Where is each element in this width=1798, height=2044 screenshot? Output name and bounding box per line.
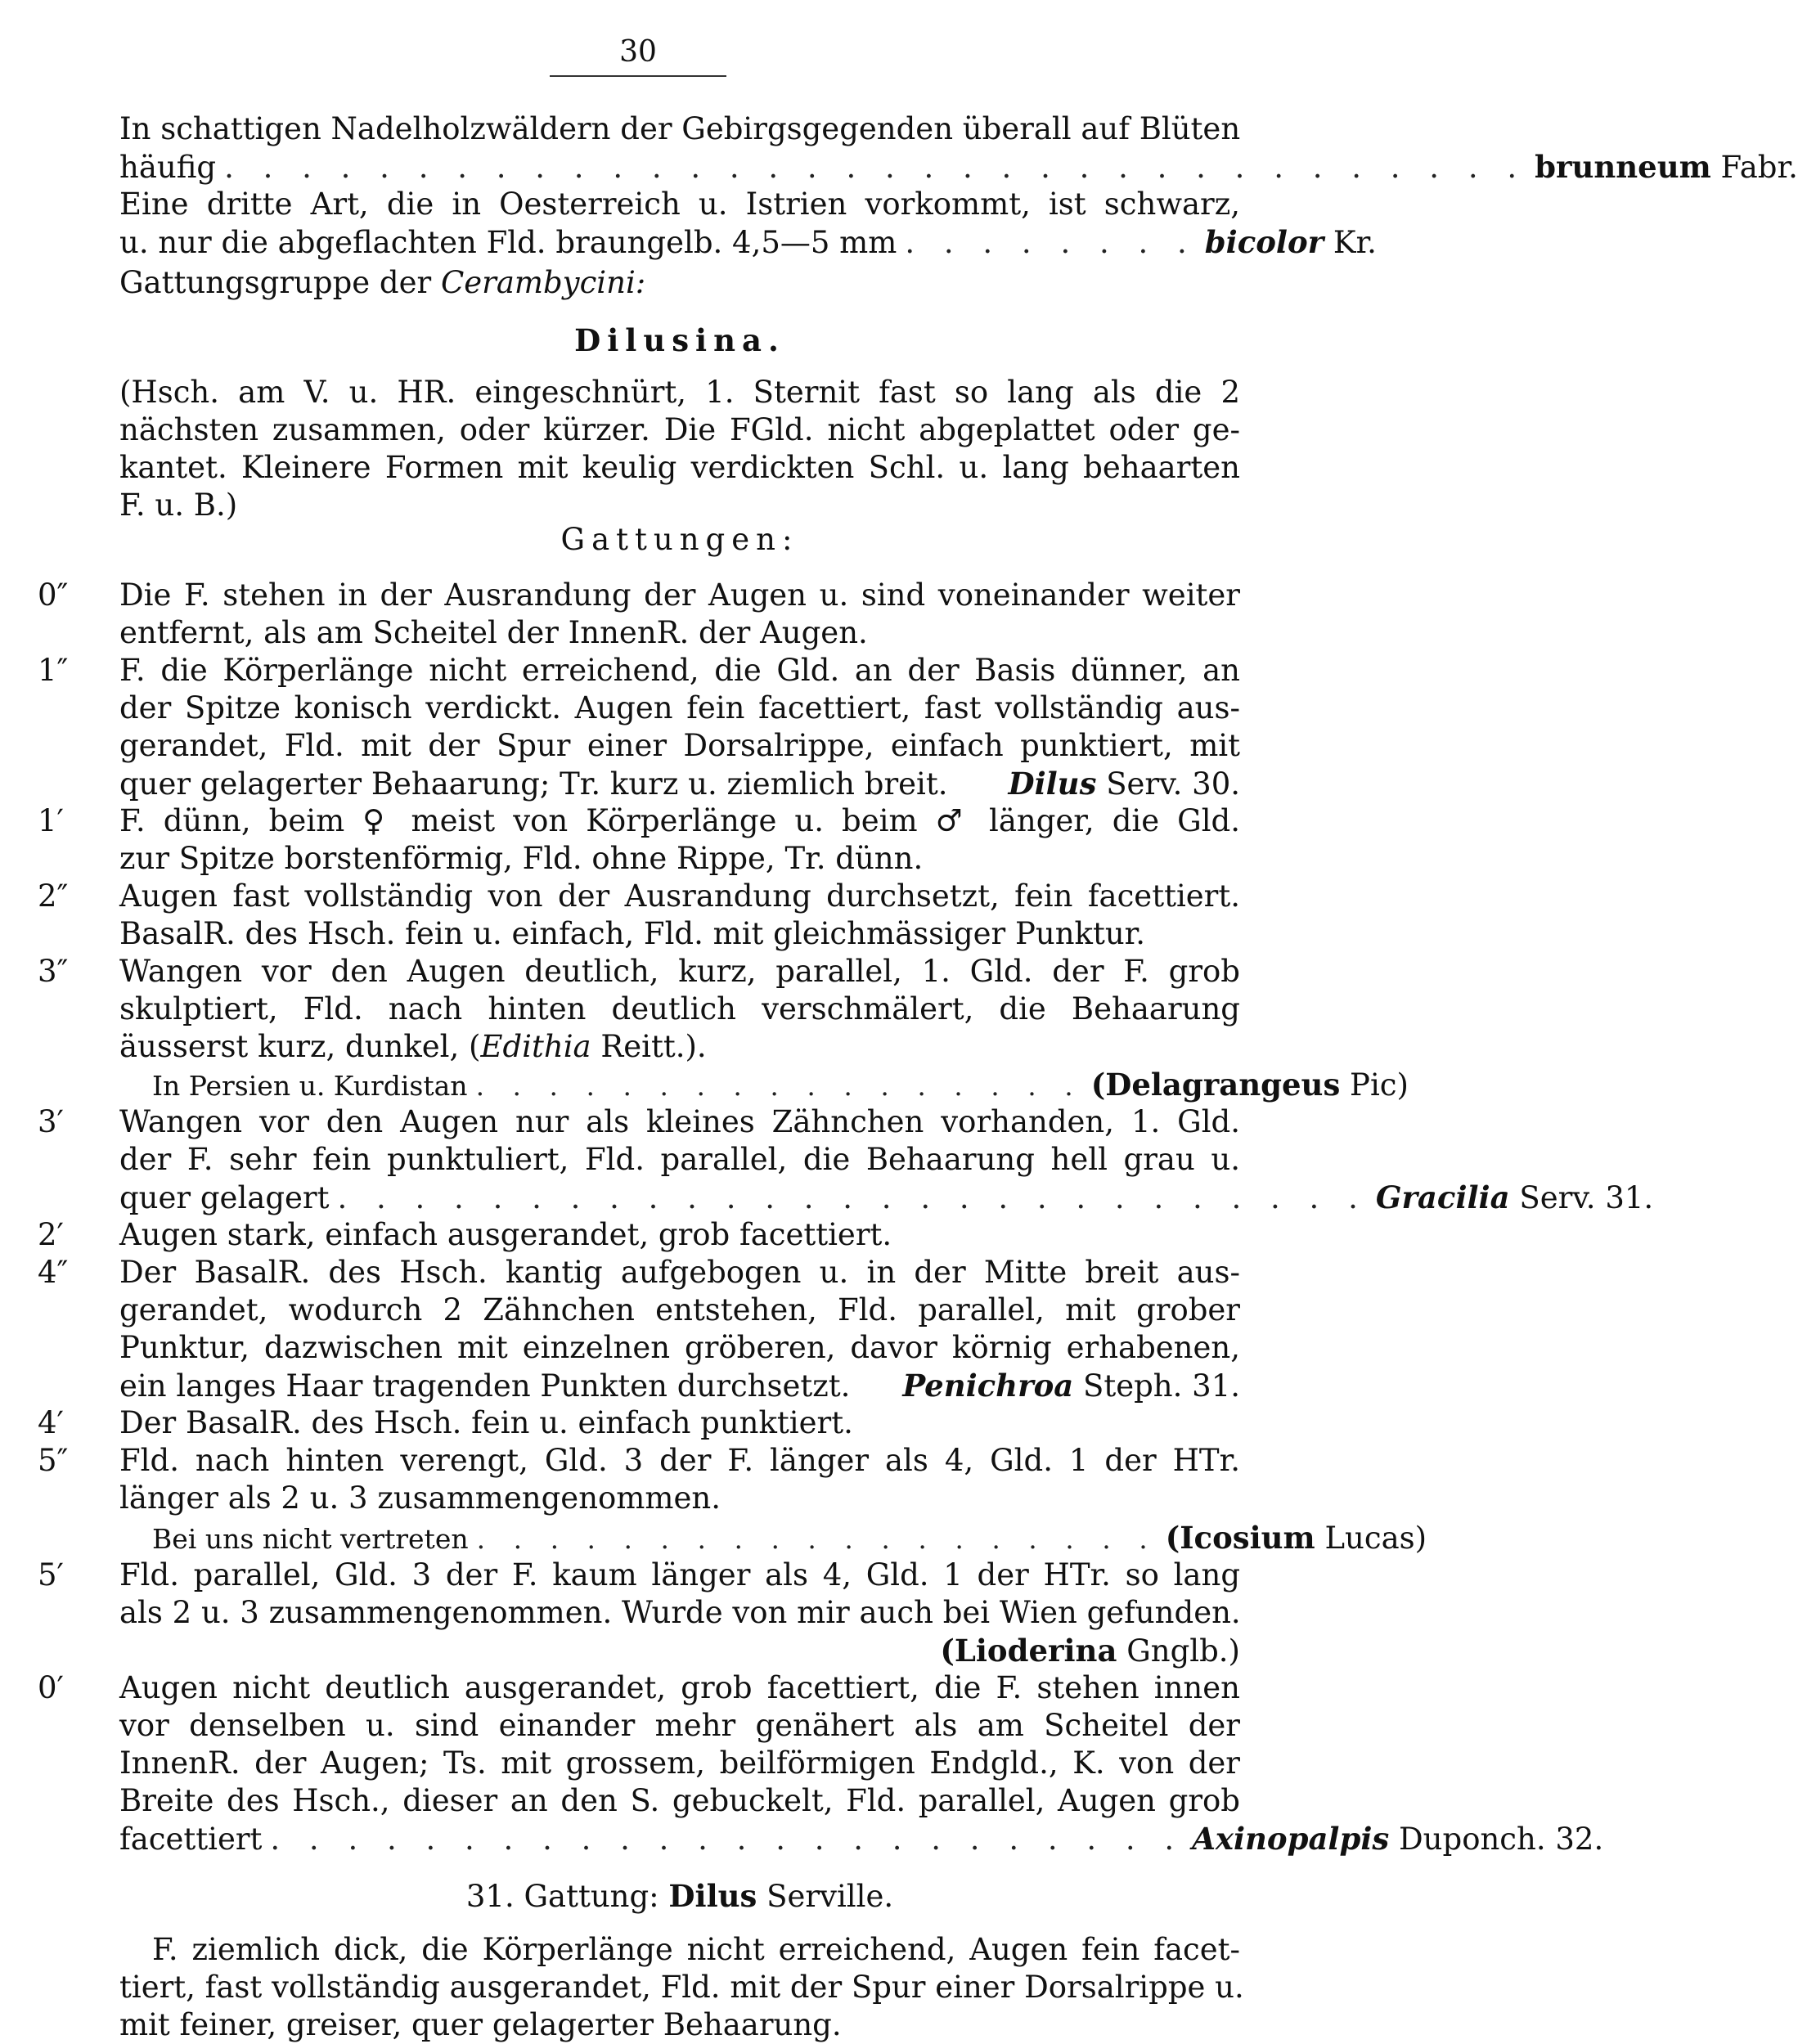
section-heading: Gattungen: <box>560 522 799 557</box>
author: Serv. 30. <box>1106 766 1240 802</box>
text-line: facettiert . . . . . . . . . . . . . . . . . . . . . . . . Axinopalpis Duponch. 32. <box>119 1821 1604 1857</box>
text-line: häufig . . . . . . . . . . . . . . . . . . . . . . . . . . . . . . . . . . brunneum Fabr. <box>119 149 1798 185</box>
author: Pic) <box>1350 1067 1409 1103</box>
text-line: vor denselben u. sind einander mehr genähert als am Scheitel der <box>119 1708 1240 1743</box>
genus-name: Gracilia <box>1375 1179 1510 1215</box>
author: Serv. 31. <box>1519 1180 1654 1215</box>
author: Lucas) <box>1324 1521 1427 1556</box>
text-line: F. u. B.) <box>119 487 238 523</box>
genus-name: (Lioderina <box>940 1633 1117 1669</box>
key-couplet: 4′ Der BasalR. des Hsch. fein u. einfach punktiert. <box>38 1405 853 1440</box>
text-line: u. nur die abgeflachten Fld. braungelb. 4,5—5 mm . . . . . . . . bicolor Kr. <box>119 224 1377 260</box>
text-line: mit feiner, greiser, quer gelagerter Behaarung. <box>119 2007 842 2042</box>
text-line: In schattigen Nadelholzwäldern der Gebirgsgegenden überall auf Blüten <box>119 111 1241 146</box>
page-number: 30 <box>619 35 657 69</box>
text-line: der F. sehr fein punktuliert, Fld. parallel, die Behaarung hell grau u. <box>119 1142 1240 1177</box>
text-line: nächsten zusammen, oder kürzer. Die FGld. nicht abgeplattet oder ge- <box>119 412 1240 447</box>
author: Fabr. <box>1720 150 1798 185</box>
key-couplet: 3′ Wangen vor den Augen nur als kleines Zähnchen vorhanden, 1. Gld. <box>38 1104 1240 1139</box>
genus-name: (Delagrangeus <box>1090 1067 1341 1103</box>
text-line: In Persien u. Kurdistan . . . . . . . . . . . . . . . . . (Delagrangeus Pic) <box>152 1067 1409 1103</box>
text-line: länger als 2 u. 3 zusammengenommen. <box>119 1480 721 1516</box>
key-couplet: 4″ Der BasalR. des Hsch. kantig aufgebogen u. in der Mitte breit aus- <box>38 1255 1240 1290</box>
key-couplet: 3″ Wangen vor den Augen deutlich, kurz, parallel, 1. Gld. der F. grob <box>38 954 1240 989</box>
text-line: entfernt, als am Scheitel der InnenR. der Augen. <box>119 615 868 650</box>
text-line: gerandet, wodurch 2 Zähnchen entstehen, Fld. parallel, mit grober <box>119 1292 1240 1327</box>
genus-name: Axinopalpis <box>1192 1821 1390 1857</box>
genus-heading: 31. Gattung: Dilus Serville. <box>465 1878 894 1914</box>
text-line: Breite des Hsch., dieser an den S. gebuckelt, Fld. parallel, Augen grob <box>119 1783 1240 1818</box>
section-heading: Dilusina. <box>574 322 785 358</box>
key-couplet: 5′ Fld. parallel, Gld. 3 der F. kaum länger als 4, Gld. 1 der HTr. so lang <box>38 1557 1240 1593</box>
text-line: tiert, fast vollständig ausgerandet, Fld. mit der Spur einer Dorsalrippe u. <box>119 1970 1244 2005</box>
genus-name: (Icosium <box>1165 1520 1315 1556</box>
author: Kr. <box>1333 225 1377 260</box>
genus-name: Dilus <box>1008 766 1097 802</box>
key-couplet: 0′ Augen nicht deutlich ausgerandet, grob facettiert, die F. stehen innen <box>38 1670 1240 1705</box>
species-name: brunneum <box>1535 149 1711 185</box>
key-couplet: 2′ Augen stark, einfach ausgerandet, grob facettiert. <box>38 1217 892 1252</box>
text-line: Punktur, dazwischen mit einzelnen gröberen, davor körnig erhabenen, <box>119 1330 1240 1365</box>
document-page: 30 In schattigen Nadelholzwäldern der Gebirgsgegenden überall auf Blüten häufig . . . . . . . . . . . . . . . . . . . . . . . . . . . . . . . . . . brunneum Fabr. Eine dritte Art, die in Oesterreich u. Istrien vorkommt, ist schwarz, u. nur die abgeflachten Fld. braungelb. 4,5—5 mm . . . . . . . . bicolor Kr. Gattungsgruppe der Cerambycini: Dilusina. (Hsch. am V. u. HR. eingeschnürt, 1. Sternit fast so lang als die 2 nächsten zusammen, oder kürzer. Die FGld. nicht abgeplattet oder ge- kantet. Kleinere Formen mit keulig verdickten Schl. u. lang behaarten F. u. B.) Gattungen: 0″ Die F. stehen in der Ausrandung der Augen u. sind voneinander weiter entfernt, als am Scheitel der InnenR. der Augen. 1″ F. die Körperlänge nicht erreichend, die Gld. an der Basis dünner, an der Spitze konisch verdickt. Augen fein facettiert, fast vollständig aus- gerandet, Fld. mit der Spur einer Dorsalrippe, einfach punktiert, mit quer gelagerter Behaarung; Tr. kurz u. ziemlich breit. Dilus Serv. 30. 1′ F. dünn, beim ♀ meist von Körperlänge u. beim ♂ länger, die Gld. zur Spitze borstenförmig, Fld. ohne Rippe, Tr. dünn. 2″ Augen fast vollständig von der Ausrandung durchsetzt, fein facettiert. BasalR. des Hsch. fein u. einfach, Fld. mit gleichmässiger Punktur. 3″ Wangen vor den Augen deutlich, kurz, parallel, 1. Gld. der F. grob skulptiert, Fld. nach hinten deutlich verschmälert, die Behaarung äusserst kurz, dunkel, (Edithia Reitt.). In Persien u. Kurdistan . . . . . . . . . . . . . . . . . (Delagrangeus Pic) 3′ Wangen vor den Augen nur als kleines Zähnchen vorhanden, 1. Gld. der F. sehr fein punktuliert, Fld. parallel, die Behaarung hell grau u. quer gelagert . . . . . . . . . . . . . . . . . . . . . . . . . . . Gracilia Serv. 31. 2′ Augen stark, einfach ausgerandet, grob facettiert. 4″ Der BasalR. des Hsch. kantig aufgebogen u. in der Mitte breit aus- gerandet, wodurch 2 Zähnchen entstehen, Fld. parallel, mit grober Punktur, dazwischen mit einzelnen gröberen, davor körnig erhabenen, ein langes Haar tragenden Punkten durchsetzt. Penichroa Steph. 31. 4′ Der BasalR. des Hsch. fein u. einfach punktiert. 5″ Fld. nach hinten verengt, Gld. 3 der F. länger als 4, Gld. 1 der HTr. länger als 2 u. 3 zusammengenommen. Bei uns nicht vertreten . . . . . . . . . . . . . . . . . . . (Icosium Lucas) 5′ Fld. parallel, Gld. 3 der F. kaum länger als 4, Gld. 1 der HTr. so lang als 2 u. 3 zusammengenommen. Wurde von mir auch bei Wien gefunden. (Lioderina Gnglb.) 0′ Augen nicht deutlich ausgerandet, grob facettiert, die F. stehen innen vor denselben u. sind einander mehr genähert als am Scheitel der InnenR. der Augen; Ts. mit grossem, beilförmigen Endgld., K. von der Breite des Hsch., dieser an den S. gebuckelt, Fld. parallel, Augen grob facettiert . . . . . . . . . . . . . . . . . . . . . . . . Axinopalpis Duponch. 32. 31. Gattung: Dilus Serville. F. ziemlich dick, die Körperlänge nicht erreichend, Augen fein facet- tiert, fast vollständig ausgerandet, Fld. mit der Spur einer Dorsalrippe u. mit feiner, greiser, quer gelagerter Behaarung. <box>38 35 1798 2042</box>
text-line: kantet. Kleinere Formen mit keulig verdickten Schl. u. lang behaarten <box>119 450 1240 485</box>
text-line: Gattungsgruppe der Cerambycini: <box>119 265 646 300</box>
text-line: ein langes Haar tragenden Punkten durchsetzt. Penichroa Steph. 31. <box>119 1368 1240 1404</box>
author: Steph. 31. <box>1083 1368 1240 1404</box>
key-couplet: 1″ F. die Körperlänge nicht erreichend, die Gld. an der Basis dünner, an <box>38 653 1240 688</box>
text-line: zur Spitze borstenförmig, Fld. ohne Rippe, Tr. dünn. <box>119 841 924 876</box>
text-line: gerandet, Fld. mit der Spur einer Dorsalrippe, einfach punktiert, mit <box>119 728 1240 763</box>
text-line: (Hsch. am V. u. HR. eingeschnürt, 1. Sternit fast so lang als die 2 <box>119 375 1240 410</box>
text-line: F. ziemlich dick, die Körperlänge nicht erreichend, Augen fein facet- <box>152 1932 1240 1967</box>
text-line: äusserst kurz, dunkel, (Edithia Reitt.). <box>119 1029 707 1064</box>
text-line: Eine dritte Art, die in Oesterreich u. Istrien vorkommt, ist schwarz, <box>119 186 1240 222</box>
text-line: Bei uns nicht vertreten . . . . . . . . . . . . . . . . . . . (Icosium Lucas) <box>152 1520 1427 1556</box>
author: Duponch. 32. <box>1399 1822 1604 1857</box>
text-line: quer gelagerter Behaarung; Tr. kurz u. ziemlich breit. Dilus Serv. 30. <box>119 766 1240 802</box>
key-couplet: 2″ Augen fast vollständig von der Ausrandung durchsetzt, fein facettiert. <box>38 878 1240 914</box>
genus-name: Penichroa <box>902 1368 1074 1404</box>
page-number-rule <box>550 75 726 77</box>
text-line: als 2 u. 3 zusammengenommen. Wurde von mir auch bei Wien gefunden. <box>119 1595 1241 1630</box>
species-name: bicolor <box>1204 224 1324 260</box>
text-line <box>119 1633 1240 1669</box>
text-line: quer gelagert . . . . . . . . . . . . . . . . . . . . . . . . . . . Gracilia Serv. 31. <box>119 1179 1654 1215</box>
text-line: der Spitze konisch verdickt. Augen fein facettiert, fast vollständig aus- <box>119 690 1240 726</box>
key-couplet: 5″ Fld. nach hinten verengt, Gld. 3 der F. länger als 4, Gld. 1 der HTr. <box>38 1443 1240 1478</box>
key-couplet: 1′ F. dünn, beim ♀ meist von Körperlänge u. beim ♂ länger, die Gld. <box>38 803 1240 838</box>
text-line: InnenR. der Augen; Ts. mit grossem, beilförmigen Endgld., K. von der <box>119 1745 1240 1781</box>
text-line: BasalR. des Hsch. fein u. einfach, Fld. mit gleichmässiger Punktur. <box>119 916 1146 951</box>
genus-name: Edithia <box>480 1029 591 1064</box>
text-line: skulptiert, Fld. nach hinten deutlich verschmälert, die Behaarung <box>119 991 1240 1026</box>
author: Gnglb.) <box>1126 1633 1240 1669</box>
